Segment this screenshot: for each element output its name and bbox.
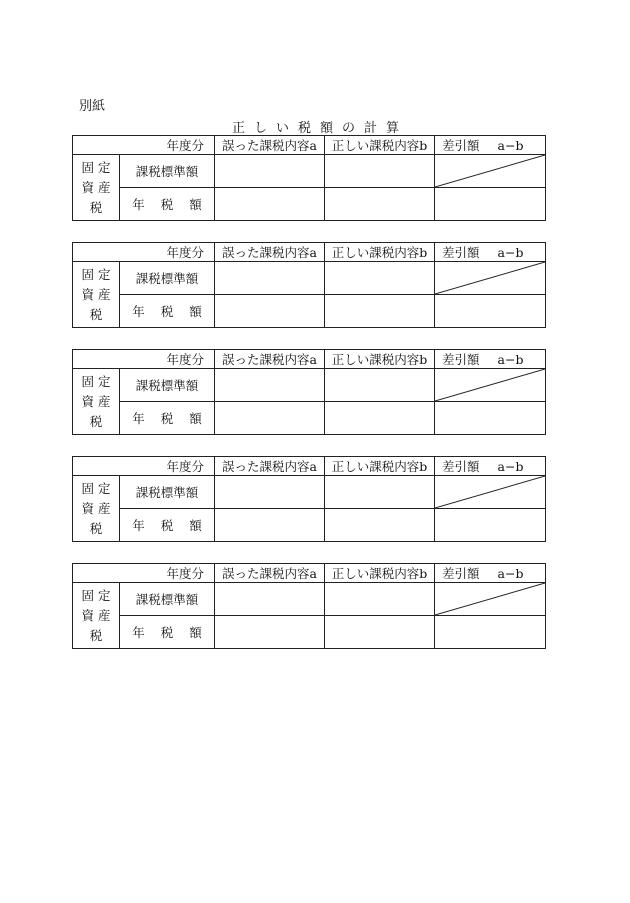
row-label-tax-base: 課税標準額: [120, 369, 215, 402]
cell-correct-tax-base[interactable]: [325, 583, 435, 616]
col-header-wrong: 誤った課税内容a: [215, 350, 325, 369]
row-label-tax-base: 課税標準額: [120, 155, 215, 188]
diff-label: 差引額: [442, 245, 480, 260]
year-header: 年度分: [73, 136, 215, 155]
row-label-annual-tax: 年 税 額: [120, 188, 215, 221]
cell-diff-tax-base-slashed: [435, 155, 546, 188]
cell-correct-annual-tax[interactable]: [325, 295, 435, 328]
cell-diff-tax-base-slashed: [435, 369, 546, 402]
row-label-tax-base: 課税標準額: [120, 583, 215, 616]
tax-category: 固 定 資 産 税: [73, 476, 120, 542]
cell-diff-annual-tax[interactable]: [435, 509, 546, 542]
annex-label: 別紙: [79, 99, 106, 114]
col-header-diff: [435, 136, 546, 155]
cell-correct-annual-tax[interactable]: [325, 616, 435, 649]
cell-diff-tax-base-slashed: [435, 476, 546, 509]
col-header-wrong: 誤った課税内容a: [215, 457, 325, 476]
cell-correct-annual-tax[interactable]: [325, 188, 435, 221]
cell-correct-annual-tax[interactable]: [325, 402, 435, 435]
cell-correct-tax-base[interactable]: [325, 155, 435, 188]
cell-wrong-annual-tax[interactable]: [215, 295, 325, 328]
diff-label: 差引額: [442, 566, 480, 581]
tax-calc-table-5: [72, 563, 546, 649]
cell-diff-annual-tax[interactable]: [435, 295, 546, 328]
col-header-diff: [435, 350, 546, 369]
tax-category: 固 定 資 産 税: [73, 583, 120, 649]
diff-label: 差引額: [442, 138, 480, 153]
year-header: 年度分: [73, 564, 215, 583]
col-header-correct: 正しい課税内容b: [325, 350, 435, 369]
row-label-annual-tax: 年 税 額: [120, 616, 215, 649]
cell-wrong-tax-base[interactable]: [215, 583, 325, 616]
col-header-wrong: 誤った課税内容a: [215, 564, 325, 583]
cell-wrong-annual-tax[interactable]: [215, 509, 325, 542]
tax-category: 固 定 資 産 税: [73, 369, 120, 435]
cell-wrong-tax-base[interactable]: [215, 476, 325, 509]
row-label-annual-tax: 年 税 額: [120, 402, 215, 435]
cell-diff-tax-base-slashed: [435, 583, 546, 616]
cell-correct-annual-tax[interactable]: [325, 509, 435, 542]
tax-calc-table-4: [72, 456, 546, 542]
diff-formula: a−b: [497, 245, 524, 260]
cell-wrong-annual-tax[interactable]: [215, 616, 325, 649]
cell-diff-annual-tax[interactable]: [435, 616, 546, 649]
tax-calc-table-2: [72, 242, 546, 328]
col-header-correct: 正しい課税内容b: [325, 457, 435, 476]
cell-wrong-annual-tax[interactable]: [215, 188, 325, 221]
tax-category: 固 定 資 産 税: [73, 262, 120, 328]
row-label-tax-base: 課税標準額: [120, 262, 215, 295]
cell-correct-tax-base[interactable]: [325, 262, 435, 295]
row-label-annual-tax: 年 税 額: [120, 295, 215, 328]
diff-formula: a−b: [497, 138, 524, 153]
cell-wrong-tax-base[interactable]: [215, 155, 325, 188]
col-header-correct: 正しい課税内容b: [325, 136, 435, 155]
col-header-wrong: 誤った課税内容a: [215, 243, 325, 262]
col-header-correct: 正しい課税内容b: [325, 243, 435, 262]
cell-wrong-tax-base[interactable]: [215, 369, 325, 402]
cell-correct-tax-base[interactable]: [325, 369, 435, 402]
diff-formula: a−b: [497, 352, 524, 367]
cell-diff-tax-base-slashed: [435, 262, 546, 295]
diff-label: 差引額: [442, 352, 480, 367]
year-header: 年度分: [73, 457, 215, 476]
tax-calc-table-3: [72, 349, 546, 435]
diff-formula: a−b: [497, 566, 524, 581]
col-header-diff: [435, 457, 546, 476]
cell-diff-annual-tax[interactable]: [435, 188, 546, 221]
row-label-tax-base: 課税標準額: [120, 476, 215, 509]
diff-label: 差引額: [442, 459, 480, 474]
year-header: 年度分: [73, 243, 215, 262]
col-header-diff: [435, 564, 546, 583]
col-header-wrong: 誤った課税内容a: [215, 136, 325, 155]
row-label-annual-tax: 年 税 額: [120, 509, 215, 542]
tax-calc-table-1: [72, 135, 546, 221]
cell-diff-annual-tax[interactable]: [435, 402, 546, 435]
col-header-correct: 正しい課税内容b: [325, 564, 435, 583]
diff-formula: a−b: [497, 459, 524, 474]
tax-category: 固 定 資 産 税: [73, 155, 120, 221]
cell-wrong-annual-tax[interactable]: [215, 402, 325, 435]
cell-correct-tax-base[interactable]: [325, 476, 435, 509]
page-title: 正しい税額の計算: [232, 121, 409, 136]
year-header: 年度分: [73, 350, 215, 369]
col-header-diff: [435, 243, 546, 262]
cell-wrong-tax-base[interactable]: [215, 262, 325, 295]
